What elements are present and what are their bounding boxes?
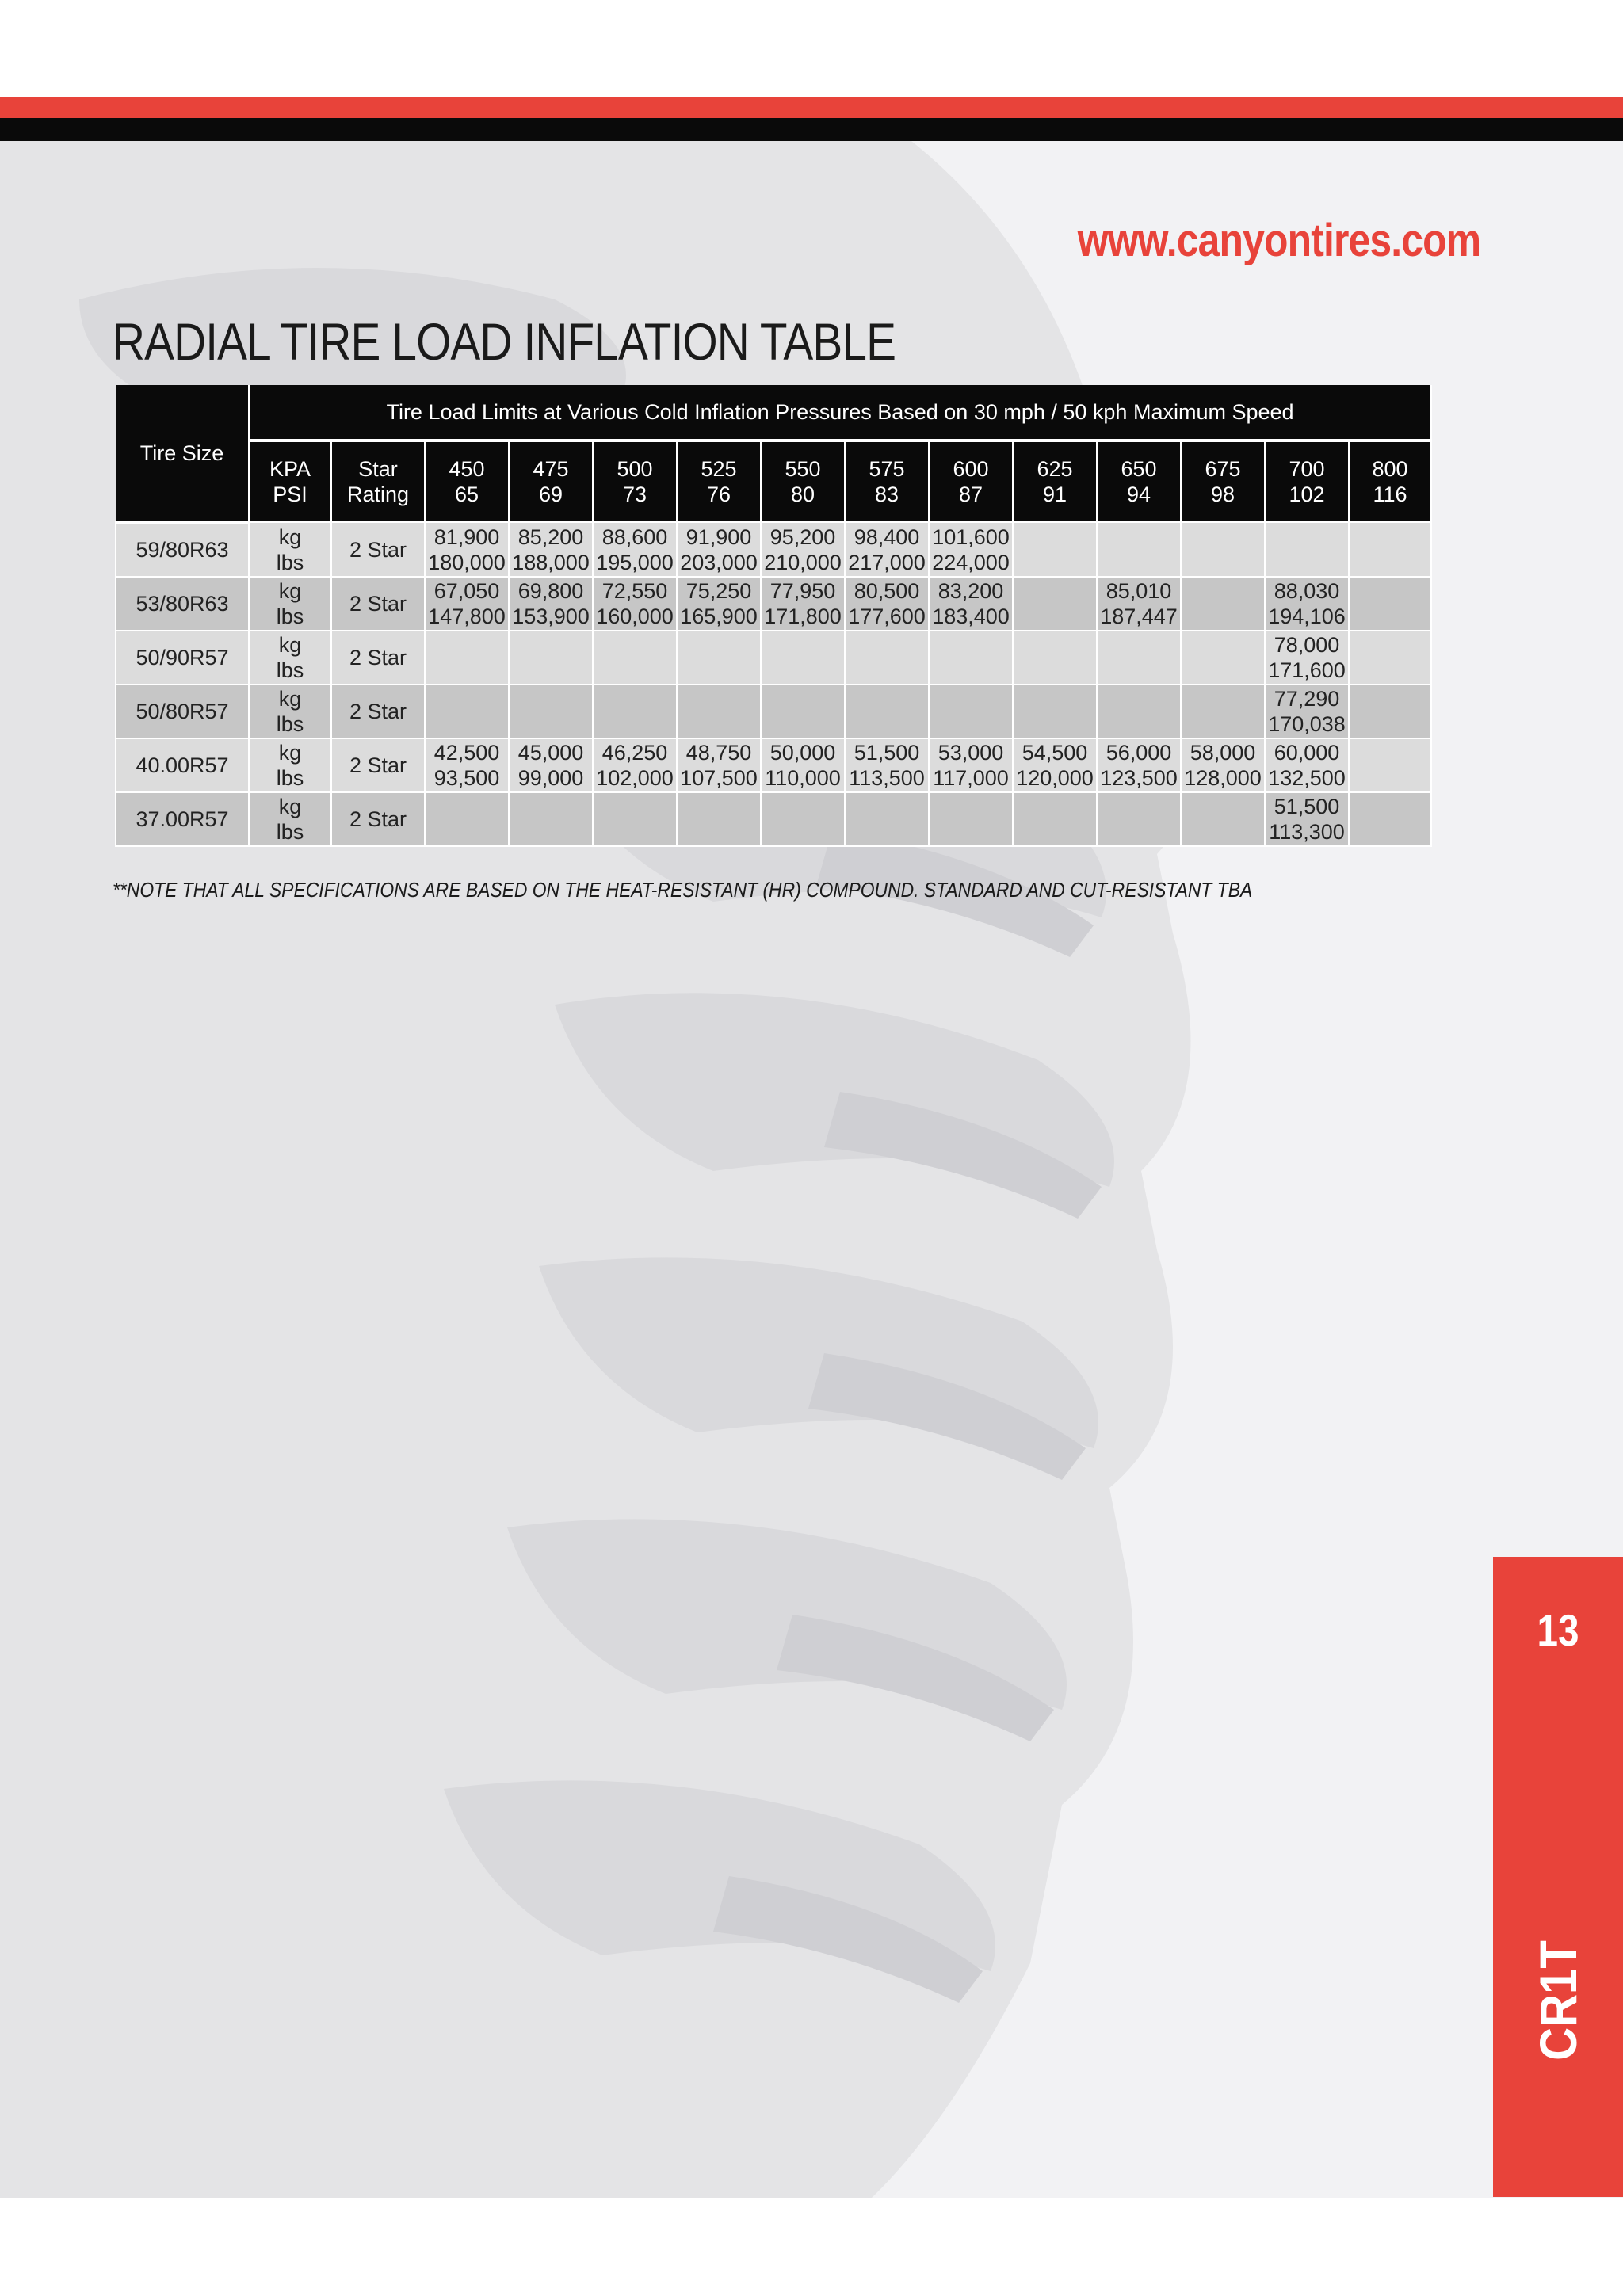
- load-cell: [1013, 577, 1097, 631]
- star-rating-cell: 2 Star: [331, 522, 425, 577]
- lbs-unit: lbs: [276, 766, 304, 790]
- pressure-header: [845, 441, 929, 522]
- load-kg: 53,000: [938, 741, 1004, 765]
- load-lbs: 153,900: [512, 605, 590, 628]
- load-kg: 58,000: [1190, 741, 1256, 765]
- load-cell: [1013, 522, 1097, 577]
- table-row: [116, 685, 1431, 738]
- star-label: Star: [358, 457, 398, 481]
- load-cell: [1349, 522, 1431, 577]
- psi-value: 87: [958, 482, 983, 506]
- load-kg: 56,000: [1106, 741, 1172, 765]
- load-cell: [509, 631, 593, 685]
- load-kg: 45,000: [517, 741, 584, 765]
- psi-value: 65: [454, 482, 479, 506]
- load-lbs: 203,000: [680, 550, 758, 574]
- load-lbs: 188,000: [512, 550, 590, 574]
- pressure-header: [1013, 441, 1097, 522]
- star-rating-cell: 2 Star: [331, 577, 425, 631]
- load-kg: 95,200: [769, 524, 836, 549]
- load-lbs: 171,600: [1268, 658, 1346, 682]
- table-row: [116, 792, 1431, 846]
- load-cell: [1265, 738, 1349, 792]
- load-cell: [1349, 631, 1431, 685]
- load-cell: [1181, 792, 1265, 846]
- load-cell: [761, 792, 845, 846]
- kpa-value: 525: [701, 457, 737, 481]
- load-cell: [845, 631, 929, 685]
- tire-size-cell: 50/90R57: [116, 631, 249, 685]
- load-cell: [593, 792, 677, 846]
- load-lbs: 110,000: [765, 766, 841, 790]
- load-cell: [761, 631, 845, 685]
- load-cell: [509, 577, 593, 631]
- unit-cell: [249, 631, 331, 685]
- load-cell: [761, 738, 845, 792]
- unit-cell: [249, 792, 331, 846]
- lbs-unit: lbs: [276, 605, 304, 628]
- load-cell: [677, 577, 761, 631]
- load-kg: 78,000: [1274, 633, 1340, 657]
- load-lbs: 113,300: [1269, 820, 1345, 844]
- kpa-value: 600: [953, 457, 989, 481]
- table-row: [116, 522, 1431, 577]
- load-kg: 81,900: [433, 524, 500, 549]
- load-cell: [677, 685, 761, 738]
- load-lbs: 132,500: [1268, 766, 1346, 790]
- pressure-header: [761, 441, 845, 522]
- load-lbs: 183,400: [932, 605, 1010, 628]
- top-red-stripe: [0, 97, 1623, 118]
- kpa-value: 475: [533, 457, 569, 481]
- load-cell: [1181, 685, 1265, 738]
- unit-cell: [249, 738, 331, 792]
- unit-cell: [249, 522, 331, 577]
- website-url[interactable]: www.canyontires.com: [1077, 215, 1480, 266]
- load-lbs: 177,600: [848, 605, 926, 628]
- psi-label: PSI: [273, 482, 307, 506]
- kpa-value: 800: [1372, 457, 1408, 481]
- table-body: [116, 522, 1431, 846]
- load-kg: 101,600: [932, 524, 1010, 549]
- load-lbs: 171,800: [764, 605, 842, 628]
- kpa-value: 650: [1121, 457, 1157, 481]
- load-kg: 51,500: [854, 741, 920, 765]
- load-kg: 77,290: [1274, 687, 1340, 711]
- load-lbs: 99,000: [517, 766, 584, 790]
- star-rating-cell: 2 Star: [331, 685, 425, 738]
- kg-unit: kg: [278, 687, 302, 711]
- load-lbs: 123,500: [1100, 766, 1178, 790]
- load-cell: [929, 577, 1013, 631]
- load-cell: [425, 631, 509, 685]
- load-kg: 88,600: [601, 524, 668, 549]
- tire-size-cell: 53/80R63: [116, 577, 249, 631]
- table-row: [116, 577, 1431, 631]
- load-lbs: 187,447: [1100, 605, 1178, 628]
- load-inflation-table: [115, 385, 1432, 847]
- tire-size-cell: 37.00R57: [116, 792, 249, 846]
- load-lbs: 195,000: [596, 550, 674, 574]
- load-kg: 72,550: [601, 579, 668, 603]
- load-cell: [1265, 577, 1349, 631]
- load-cell: [845, 685, 929, 738]
- load-cell: [845, 738, 929, 792]
- kg-unit: kg: [278, 524, 302, 549]
- load-cell: [1181, 522, 1265, 577]
- psi-value: 94: [1126, 482, 1151, 506]
- psi-value: 91: [1042, 482, 1067, 506]
- psi-value: 98: [1210, 482, 1235, 506]
- load-cell: [1181, 738, 1265, 792]
- load-cell: [425, 522, 509, 577]
- kpa-value: 700: [1289, 457, 1325, 481]
- load-lbs: 170,038: [1268, 712, 1346, 736]
- load-cell: [929, 792, 1013, 846]
- table-row: [116, 631, 1431, 685]
- pressure-header: [929, 441, 1013, 522]
- load-cell: [1097, 792, 1181, 846]
- load-cell: [425, 685, 509, 738]
- load-lbs: 93,500: [433, 766, 500, 790]
- load-kg: 42,500: [433, 741, 500, 765]
- load-lbs: 160,000: [596, 605, 674, 628]
- lbs-unit: lbs: [276, 550, 304, 574]
- load-kg: 91,900: [685, 524, 752, 549]
- page-title: RADIAL TIRE LOAD INFLATION TABLE: [113, 312, 896, 371]
- load-cell: [1097, 577, 1181, 631]
- load-cell: [1265, 685, 1349, 738]
- kpa-value: 675: [1205, 457, 1241, 481]
- load-cell: [929, 738, 1013, 792]
- load-cell: [761, 685, 845, 738]
- star-rating-cell: 2 Star: [331, 738, 425, 792]
- load-cell: [761, 522, 845, 577]
- load-cell: [1013, 685, 1097, 738]
- load-cell: [929, 631, 1013, 685]
- load-lbs: 107,500: [680, 766, 758, 790]
- load-cell: [1013, 738, 1097, 792]
- load-kg: 48,750: [685, 741, 752, 765]
- load-cell: [1181, 577, 1265, 631]
- load-cell: [1265, 631, 1349, 685]
- pressure-header: [1265, 441, 1349, 522]
- load-cell: [593, 577, 677, 631]
- pressure-header: [593, 441, 677, 522]
- load-kg: 85,200: [517, 524, 584, 549]
- load-cell: [593, 738, 677, 792]
- load-kg: 51,500: [1274, 795, 1340, 818]
- load-cell: [677, 792, 761, 846]
- load-kg: 69,800: [517, 579, 584, 603]
- load-cell: [1013, 792, 1097, 846]
- load-kg: 77,950: [769, 579, 836, 603]
- unit-header: [249, 441, 331, 522]
- star-rating-cell: 2 Star: [331, 631, 425, 685]
- tire-size-header: Tire Size: [116, 385, 249, 522]
- psi-value: 76: [706, 482, 731, 506]
- load-cell: [509, 792, 593, 846]
- lbs-unit: lbs: [276, 712, 304, 736]
- rating-label: Rating: [346, 482, 410, 506]
- load-lbs: 224,000: [932, 550, 1010, 574]
- psi-value: 102: [1289, 482, 1325, 506]
- load-cell: [845, 577, 929, 631]
- load-kg: 98,400: [854, 524, 920, 549]
- section-side-tab: [1493, 1557, 1623, 2197]
- lbs-unit: lbs: [276, 658, 304, 682]
- load-cell: [1097, 522, 1181, 577]
- kg-unit: kg: [278, 579, 302, 603]
- unit-cell: [249, 685, 331, 738]
- load-cell: [1181, 631, 1265, 685]
- load-cell: [1097, 685, 1181, 738]
- tire-size-cell: 59/80R63: [116, 522, 249, 577]
- load-cell: [593, 631, 677, 685]
- pressure-header: [509, 441, 593, 522]
- tire-size-cell: 50/80R57: [116, 685, 249, 738]
- pressure-header: [1349, 441, 1431, 522]
- load-cell: [761, 577, 845, 631]
- load-kg: 75,250: [685, 579, 752, 603]
- load-lbs: 194,106: [1268, 605, 1346, 628]
- pressure-span-header: Tire Load Limits at Various Cold Inflation Pressures Based on 30 mph / 50 kph Maximum Speed: [249, 385, 1431, 441]
- pressure-header: [1097, 441, 1181, 522]
- load-cell: [1013, 631, 1097, 685]
- load-cell: [1265, 522, 1349, 577]
- load-cell: [929, 522, 1013, 577]
- load-lbs: 217,000: [848, 550, 926, 574]
- kpa-value: 575: [869, 457, 905, 481]
- kpa-value: 500: [617, 457, 653, 481]
- psi-value: 80: [790, 482, 815, 506]
- kg-unit: kg: [278, 633, 302, 657]
- load-cell: [1265, 792, 1349, 846]
- load-cell: [1349, 577, 1431, 631]
- pressure-header: [677, 441, 761, 522]
- kpa-value: 550: [785, 457, 821, 481]
- load-cell: [677, 738, 761, 792]
- psi-value: 73: [622, 482, 647, 506]
- pressure-header: [1181, 441, 1265, 522]
- specification-note: **NOTE THAT ALL SPECIFICATIONS ARE BASED ON THE HEAT-RESISTANT (HR) COMPOUND. STANDARD AND CUT-RESISTANT TBA: [113, 878, 1253, 902]
- load-kg: 54,500: [1022, 741, 1088, 765]
- load-lbs: 102,000: [596, 766, 674, 790]
- kpa-value: 450: [449, 457, 485, 481]
- product-label: CR1T: [1529, 1940, 1587, 2061]
- load-cell: [593, 685, 677, 738]
- load-cell: [425, 792, 509, 846]
- load-kg: 50,000: [769, 741, 836, 765]
- load-kg: 80,500: [854, 579, 920, 603]
- table-row: [116, 738, 1431, 792]
- load-kg: 83,200: [938, 579, 1004, 603]
- load-cell: [509, 522, 593, 577]
- load-kg: 67,050: [433, 579, 500, 603]
- load-kg: 60,000: [1274, 741, 1340, 765]
- star-rating-cell: 2 Star: [331, 792, 425, 846]
- psi-value: 116: [1373, 482, 1407, 506]
- kpa-label: KPA: [269, 457, 311, 481]
- table-header-row-1: [116, 385, 1431, 441]
- unit-cell: [249, 577, 331, 631]
- load-cell: [845, 522, 929, 577]
- load-cell: [509, 738, 593, 792]
- load-kg: 88,030: [1274, 579, 1340, 603]
- load-cell: [425, 738, 509, 792]
- kpa-value: 625: [1037, 457, 1073, 481]
- load-cell: [929, 685, 1013, 738]
- load-cell: [845, 792, 929, 846]
- star-rating-header: [331, 441, 425, 522]
- psi-value: 83: [874, 482, 899, 506]
- load-cell: [509, 685, 593, 738]
- table-header-row-2: [116, 441, 1431, 522]
- load-lbs: 210,000: [764, 550, 842, 574]
- load-cell: [1097, 738, 1181, 792]
- load-lbs: 180,000: [428, 550, 506, 574]
- load-cell: [425, 577, 509, 631]
- top-black-stripe: [0, 118, 1623, 141]
- load-lbs: 120,000: [1016, 766, 1094, 790]
- load-lbs: 117,000: [933, 766, 1009, 790]
- tire-size-cell: 40.00R57: [116, 738, 249, 792]
- load-cell: [677, 522, 761, 577]
- pressure-header: [425, 441, 509, 522]
- psi-value: 69: [538, 482, 563, 506]
- load-cell: [593, 522, 677, 577]
- load-lbs: 128,000: [1184, 766, 1262, 790]
- load-lbs: 147,800: [428, 605, 506, 628]
- load-kg: 46,250: [601, 741, 668, 765]
- kg-unit: kg: [278, 741, 302, 765]
- load-cell: [677, 631, 761, 685]
- kg-unit: kg: [278, 795, 302, 818]
- load-lbs: 113,500: [849, 766, 925, 790]
- load-cell: [1349, 685, 1431, 738]
- load-lbs: 165,900: [680, 605, 758, 628]
- load-cell: [1349, 738, 1431, 792]
- load-cell: [1097, 631, 1181, 685]
- load-cell: [1349, 792, 1431, 846]
- page-number: 13: [1537, 1605, 1579, 1655]
- lbs-unit: lbs: [276, 820, 304, 844]
- load-kg: 85,010: [1106, 579, 1172, 603]
